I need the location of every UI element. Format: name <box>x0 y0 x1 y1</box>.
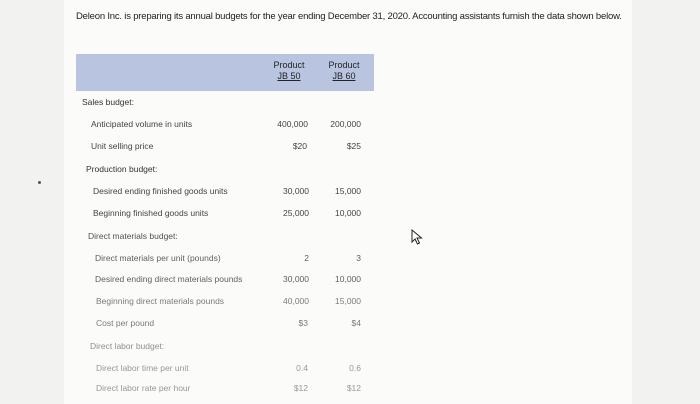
mouse-pointer-icon <box>411 229 425 250</box>
cell-anticipated-volume-jb60: 200,000 <box>330 119 361 129</box>
cell-desired-ending-dm-jb50: 30,000 <box>283 274 309 284</box>
cell-cost-per-pound-jb60: $4 <box>351 318 361 328</box>
cell-beginning-dm-jb60: 15,000 <box>335 296 361 306</box>
cell-dl-rate-per-hour-jb50: $12 <box>293 383 308 393</box>
bullet-dot <box>38 181 41 184</box>
cell-beginning-fg-jb50: 25,000 <box>283 208 309 218</box>
row-label-beginning-fg: Beginning finished goods units <box>93 208 209 218</box>
cell-desired-ending-fg-jb50: 30,000 <box>283 186 309 196</box>
section-sales-budget: Sales budget: <box>82 97 134 107</box>
row-label-dl-time-per-unit: Direct labor time per unit <box>96 363 189 373</box>
row-label-dm-per-unit: Direct materials per unit (pounds) <box>95 253 221 263</box>
cell-beginning-dm-jb50: 40,000 <box>283 296 309 306</box>
cell-anticipated-volume-jb50: 400,000 <box>277 119 308 129</box>
column-header-jb60-line1: Product <box>328 60 360 70</box>
row-label-anticipated-volume: Anticipated volume in units <box>91 119 193 129</box>
cell-dl-time-per-unit-jb60: 0.6 <box>349 363 361 373</box>
column-header-jb60-line2: JB 60 <box>332 71 356 81</box>
row-label-dl-rate-per-hour: Direct labor rate per hour <box>96 383 191 393</box>
cell-unit-selling-price-jb60: $25 <box>346 141 361 151</box>
row-label-cost-per-pound: Cost per pound <box>96 318 155 328</box>
section-production-budget: Production budget: <box>86 164 158 174</box>
column-header-jb50-line1: Product <box>273 60 305 70</box>
cell-unit-selling-price-jb50: $20 <box>292 141 307 151</box>
section-direct-materials-budget: Direct materials budget: <box>88 231 178 241</box>
cell-dl-rate-per-hour-jb60: $12 <box>346 383 361 393</box>
cell-dm-per-unit-jb60: 3 <box>356 253 361 263</box>
column-header-jb60 <box>319 60 369 82</box>
row-label-beginning-dm: Beginning direct materials pounds <box>96 296 225 306</box>
cell-dl-time-per-unit-jb50: 0.4 <box>296 363 308 373</box>
section-direct-labor-budget: Direct labor budget: <box>90 341 165 351</box>
column-header-jb50-line2: JB 50 <box>277 71 301 81</box>
row-label-unit-selling-price: Unit selling price <box>91 141 154 151</box>
column-header-jb50 <box>264 60 314 82</box>
cell-beginning-fg-jb60: 10,000 <box>335 208 361 218</box>
row-label-desired-ending-fg: Desired ending finished goods units <box>93 186 228 196</box>
cell-dm-per-unit-jb50: 2 <box>304 253 309 263</box>
cell-desired-ending-fg-jb60: 15,000 <box>335 186 361 196</box>
cell-desired-ending-dm-jb60: 10,000 <box>335 274 361 284</box>
problem-intro: Deleon Inc. is preparing its annual budgets for the year ending December 31, 2020. Accounting assistants furnish the data shown below. <box>76 11 622 22</box>
cell-cost-per-pound-jb50: $3 <box>298 318 308 328</box>
row-label-desired-ending-dm: Desired ending direct materials pounds <box>95 274 243 284</box>
